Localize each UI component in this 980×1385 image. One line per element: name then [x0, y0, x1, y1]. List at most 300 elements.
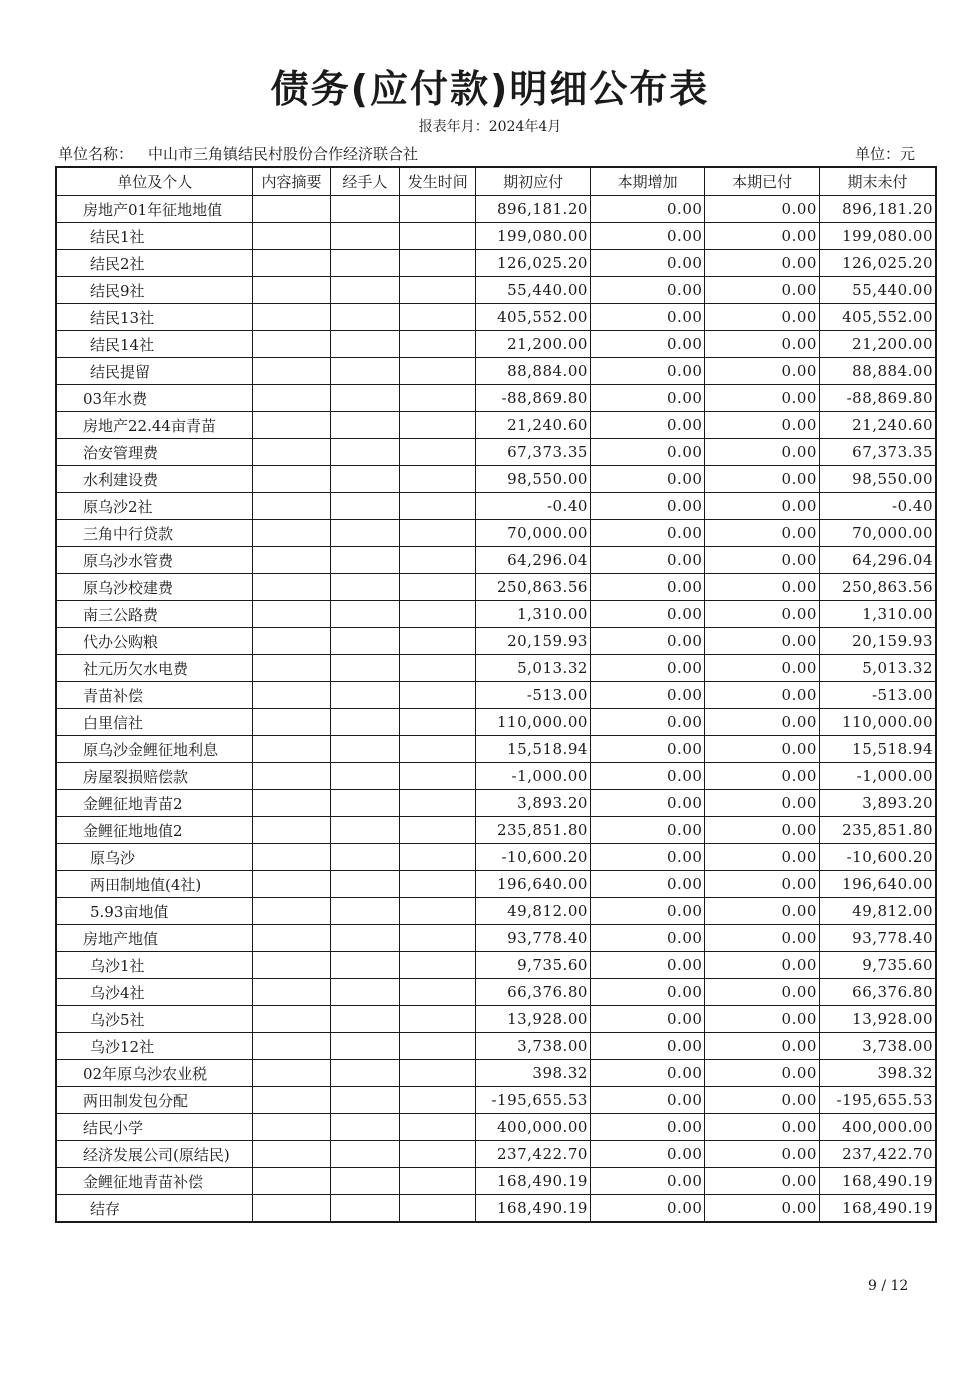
cell-closing: 55,440.00	[819, 277, 936, 304]
cell-party: 乌沙12社	[56, 1033, 253, 1060]
cell-paid: 0.00	[705, 925, 820, 952]
cell-party: 5.93亩地值	[56, 898, 253, 925]
cell-summary	[253, 1033, 330, 1060]
cell-summary	[253, 439, 330, 466]
cell-handler	[330, 898, 399, 925]
cell-paid: 0.00	[705, 736, 820, 763]
cell-paid: 0.00	[705, 898, 820, 925]
cell-opening: -1,000.00	[476, 763, 591, 790]
cell-closing: 67,373.35	[819, 439, 936, 466]
cell-party: 乌沙5社	[56, 1006, 253, 1033]
cell-handler	[330, 574, 399, 601]
table-row	[56, 223, 936, 250]
cell-paid: 0.00	[705, 1141, 820, 1168]
cell-opening: 93,778.40	[476, 925, 591, 952]
cell-time	[400, 385, 476, 412]
cell-closing: 9,735.60	[819, 952, 936, 979]
cell-time	[400, 439, 476, 466]
cell-paid: 0.00	[705, 871, 820, 898]
cell-party: 房屋裂损赔偿款	[56, 763, 253, 790]
cell-party: 结民2社	[56, 250, 253, 277]
cell-handler	[330, 736, 399, 763]
cell-time	[400, 1114, 476, 1141]
cell-summary	[253, 763, 330, 790]
cell-closing: 199,080.00	[819, 223, 936, 250]
cell-handler	[330, 1114, 399, 1141]
cell-paid: 0.00	[705, 358, 820, 385]
cell-summary	[253, 655, 330, 682]
cell-time	[400, 790, 476, 817]
cell-time	[400, 574, 476, 601]
cell-party: 金鲤征地青苗2	[56, 790, 253, 817]
cell-increase: 0.00	[590, 1033, 705, 1060]
table-row	[56, 1114, 936, 1141]
cell-closing: 13,928.00	[819, 1006, 936, 1033]
cell-time	[400, 736, 476, 763]
table-row	[56, 844, 936, 871]
cell-paid: 0.00	[705, 466, 820, 493]
table-row	[56, 385, 936, 412]
cell-party: 结存	[56, 1195, 253, 1223]
currency-unit: 单位：元	[855, 145, 916, 163]
cell-increase: 0.00	[590, 466, 705, 493]
cell-opening: 405,552.00	[476, 304, 591, 331]
cell-party: 两田制发包分配	[56, 1087, 253, 1114]
cell-handler	[330, 547, 399, 574]
cell-opening: 66,376.80	[476, 979, 591, 1006]
table-row	[56, 925, 936, 952]
cell-time	[400, 682, 476, 709]
cell-closing: 400,000.00	[819, 1114, 936, 1141]
cell-party: 结民小学	[56, 1114, 253, 1141]
cell-closing: 3,893.20	[819, 790, 936, 817]
cell-opening: -88,869.80	[476, 385, 591, 412]
cell-closing: 126,025.20	[819, 250, 936, 277]
cell-paid: 0.00	[705, 277, 820, 304]
cell-increase: 0.00	[590, 628, 705, 655]
cell-party: 03年水费	[56, 385, 253, 412]
column-header-increase: 本期增加	[590, 167, 705, 196]
cell-closing: 168,490.19	[819, 1195, 936, 1223]
cell-time	[400, 412, 476, 439]
cell-party: 白里信社	[56, 709, 253, 736]
cell-handler	[330, 655, 399, 682]
cell-paid: 0.00	[705, 709, 820, 736]
cell-paid: 0.00	[705, 1033, 820, 1060]
table-row	[56, 1006, 936, 1033]
table-header-row	[56, 167, 936, 196]
cell-opening: 126,025.20	[476, 250, 591, 277]
cell-increase: 0.00	[590, 358, 705, 385]
cell-party: 房地产地值	[56, 925, 253, 952]
cell-summary	[253, 520, 330, 547]
cell-party: 原乌沙金鲤征地利息	[56, 736, 253, 763]
cell-increase: 0.00	[590, 1141, 705, 1168]
cell-increase: 0.00	[590, 412, 705, 439]
table-row	[56, 1087, 936, 1114]
cell-closing: 896,181.20	[819, 196, 936, 223]
cell-handler	[330, 493, 399, 520]
cell-increase: 0.00	[590, 682, 705, 709]
cell-increase: 0.00	[590, 223, 705, 250]
table-row	[56, 817, 936, 844]
cell-time	[400, 1060, 476, 1087]
cell-handler	[330, 223, 399, 250]
cell-increase: 0.00	[590, 790, 705, 817]
column-header-party: 单位及个人	[56, 167, 253, 196]
cell-party: 三角中行贷款	[56, 520, 253, 547]
cell-handler	[330, 196, 399, 223]
cell-closing: 250,863.56	[819, 574, 936, 601]
cell-opening: 398.32	[476, 1060, 591, 1087]
cell-closing: 196,640.00	[819, 871, 936, 898]
cell-closing: 405,552.00	[819, 304, 936, 331]
cell-handler	[330, 1033, 399, 1060]
cell-time	[400, 1168, 476, 1195]
cell-increase: 0.00	[590, 898, 705, 925]
cell-handler	[330, 466, 399, 493]
cell-increase: 0.00	[590, 709, 705, 736]
cell-paid: 0.00	[705, 385, 820, 412]
cell-increase: 0.00	[590, 331, 705, 358]
cell-party: 南三公路费	[56, 601, 253, 628]
cell-summary	[253, 628, 330, 655]
unit-name-label: 单位名称：	[58, 145, 134, 163]
cell-summary	[253, 466, 330, 493]
cell-summary	[253, 196, 330, 223]
cell-handler	[330, 1195, 399, 1223]
cell-summary	[253, 844, 330, 871]
cell-increase: 0.00	[590, 1114, 705, 1141]
cell-party: 结民14社	[56, 331, 253, 358]
cell-handler	[330, 1141, 399, 1168]
cell-increase: 0.00	[590, 520, 705, 547]
table-row	[56, 250, 936, 277]
cell-closing: 235,851.80	[819, 817, 936, 844]
cell-closing: -195,655.53	[819, 1087, 936, 1114]
cell-opening: 88,884.00	[476, 358, 591, 385]
cell-increase: 0.00	[590, 385, 705, 412]
cell-opening: 55,440.00	[476, 277, 591, 304]
table-row	[56, 304, 936, 331]
unit-name-value: 中山市三角镇结民村股份合作经济联合社	[148, 145, 419, 163]
cell-party: 原乌沙校建费	[56, 574, 253, 601]
cell-summary	[253, 925, 330, 952]
cell-summary	[253, 1006, 330, 1033]
cell-paid: 0.00	[705, 979, 820, 1006]
cell-summary	[253, 682, 330, 709]
cell-increase: 0.00	[590, 736, 705, 763]
table-row	[56, 736, 936, 763]
table-row	[56, 196, 936, 223]
cell-party: 房地产22.44亩青苗	[56, 412, 253, 439]
cell-paid: 0.00	[705, 1168, 820, 1195]
cell-summary	[253, 358, 330, 385]
table-row	[56, 520, 936, 547]
cell-paid: 0.00	[705, 790, 820, 817]
cell-increase: 0.00	[590, 952, 705, 979]
cell-summary	[253, 1087, 330, 1114]
table-row	[56, 574, 936, 601]
cell-closing: 21,240.60	[819, 412, 936, 439]
cell-party: 乌沙4社	[56, 979, 253, 1006]
cell-handler	[330, 331, 399, 358]
cell-opening: 70,000.00	[476, 520, 591, 547]
table-row	[56, 439, 936, 466]
cell-time	[400, 520, 476, 547]
cell-paid: 0.00	[705, 655, 820, 682]
cell-increase: 0.00	[590, 979, 705, 1006]
cell-closing: 20,159.93	[819, 628, 936, 655]
cell-party: 02年原乌沙农业税	[56, 1060, 253, 1087]
cell-opening: 9,735.60	[476, 952, 591, 979]
cell-time	[400, 709, 476, 736]
cell-party: 房地产01年征地地值	[56, 196, 253, 223]
cell-time	[400, 196, 476, 223]
cell-summary	[253, 709, 330, 736]
cell-opening: 235,851.80	[476, 817, 591, 844]
cell-paid: 0.00	[705, 817, 820, 844]
cell-handler	[330, 412, 399, 439]
cell-handler	[330, 601, 399, 628]
cell-party: 社元历欠水电费	[56, 655, 253, 682]
cell-paid: 0.00	[705, 1087, 820, 1114]
cell-handler	[330, 1168, 399, 1195]
cell-opening: 3,893.20	[476, 790, 591, 817]
cell-closing: -1,000.00	[819, 763, 936, 790]
cell-handler	[330, 628, 399, 655]
table-row	[56, 898, 936, 925]
report-date: 报表年月：2024年4月	[418, 119, 562, 135]
cell-summary	[253, 1168, 330, 1195]
table-row	[56, 601, 936, 628]
cell-opening: 5,013.32	[476, 655, 591, 682]
table-row	[56, 763, 936, 790]
cell-increase: 0.00	[590, 250, 705, 277]
cell-time	[400, 628, 476, 655]
cell-time	[400, 466, 476, 493]
cell-party: 乌沙1社	[56, 952, 253, 979]
cell-handler	[330, 250, 399, 277]
cell-handler	[330, 709, 399, 736]
cell-increase: 0.00	[590, 439, 705, 466]
table-row	[56, 412, 936, 439]
cell-summary	[253, 817, 330, 844]
cell-opening: 13,928.00	[476, 1006, 591, 1033]
cell-paid: 0.00	[705, 1060, 820, 1087]
cell-summary	[253, 1114, 330, 1141]
cell-handler	[330, 385, 399, 412]
cell-paid: 0.00	[705, 1114, 820, 1141]
cell-paid: 0.00	[705, 412, 820, 439]
debt-ledger-table	[55, 166, 937, 1223]
cell-closing: 88,884.00	[819, 358, 936, 385]
cell-summary	[253, 601, 330, 628]
cell-party: 结民13社	[56, 304, 253, 331]
cell-handler	[330, 520, 399, 547]
cell-paid: 0.00	[705, 223, 820, 250]
cell-paid: 0.00	[705, 763, 820, 790]
cell-handler	[330, 304, 399, 331]
table-row	[56, 709, 936, 736]
cell-time	[400, 250, 476, 277]
cell-opening: -0.40	[476, 493, 591, 520]
cell-time	[400, 277, 476, 304]
cell-closing: 110,000.00	[819, 709, 936, 736]
cell-handler	[330, 817, 399, 844]
cell-summary	[253, 412, 330, 439]
table-row	[56, 358, 936, 385]
cell-paid: 0.00	[705, 439, 820, 466]
cell-closing: 98,550.00	[819, 466, 936, 493]
cell-opening: 110,000.00	[476, 709, 591, 736]
table-row	[56, 1141, 936, 1168]
cell-summary	[253, 736, 330, 763]
cell-time	[400, 223, 476, 250]
cell-time	[400, 817, 476, 844]
cell-opening: 64,296.04	[476, 547, 591, 574]
column-header-opening: 期初应付	[476, 167, 591, 196]
cell-time	[400, 493, 476, 520]
cell-handler	[330, 844, 399, 871]
cell-time	[400, 358, 476, 385]
cell-handler	[330, 952, 399, 979]
cell-time	[400, 979, 476, 1006]
cell-handler	[330, 1060, 399, 1087]
cell-closing: -10,600.20	[819, 844, 936, 871]
cell-party: 两田制地值(4社)	[56, 871, 253, 898]
cell-opening: 896,181.20	[476, 196, 591, 223]
cell-opening: 1,310.00	[476, 601, 591, 628]
cell-closing: 237,422.70	[819, 1141, 936, 1168]
cell-handler	[330, 790, 399, 817]
cell-paid: 0.00	[705, 601, 820, 628]
cell-increase: 0.00	[590, 925, 705, 952]
cell-increase: 0.00	[590, 763, 705, 790]
cell-opening: -513.00	[476, 682, 591, 709]
cell-time	[400, 1033, 476, 1060]
table-row	[56, 628, 936, 655]
cell-increase: 0.00	[590, 196, 705, 223]
cell-summary	[253, 331, 330, 358]
table-body	[56, 196, 936, 1223]
cell-handler	[330, 763, 399, 790]
cell-handler	[330, 979, 399, 1006]
cell-closing: 93,778.40	[819, 925, 936, 952]
cell-summary	[253, 250, 330, 277]
cell-opening: 400,000.00	[476, 1114, 591, 1141]
cell-increase: 0.00	[590, 304, 705, 331]
cell-closing: 70,000.00	[819, 520, 936, 547]
cell-opening: 168,490.19	[476, 1168, 591, 1195]
cell-closing: 168,490.19	[819, 1168, 936, 1195]
cell-paid: 0.00	[705, 493, 820, 520]
cell-party: 结民1社	[56, 223, 253, 250]
cell-closing: -513.00	[819, 682, 936, 709]
cell-party: 代办公购粮	[56, 628, 253, 655]
cell-paid: 0.00	[705, 196, 820, 223]
table-row	[56, 331, 936, 358]
cell-party: 治安管理费	[56, 439, 253, 466]
cell-closing: 66,376.80	[819, 979, 936, 1006]
cell-summary	[253, 547, 330, 574]
column-header-paid: 本期已付	[705, 167, 820, 196]
cell-summary	[253, 385, 330, 412]
cell-increase: 0.00	[590, 277, 705, 304]
cell-closing: 64,296.04	[819, 547, 936, 574]
cell-paid: 0.00	[705, 1006, 820, 1033]
cell-handler	[330, 358, 399, 385]
cell-time	[400, 1141, 476, 1168]
cell-paid: 0.00	[705, 520, 820, 547]
table-row	[56, 682, 936, 709]
column-header-summary: 内容摘要	[253, 167, 330, 196]
cell-increase: 0.00	[590, 844, 705, 871]
cell-summary	[253, 223, 330, 250]
cell-opening: 3,738.00	[476, 1033, 591, 1060]
cell-time	[400, 1195, 476, 1223]
cell-time	[400, 304, 476, 331]
cell-paid: 0.00	[705, 574, 820, 601]
cell-time	[400, 844, 476, 871]
table-row	[56, 952, 936, 979]
cell-summary	[253, 304, 330, 331]
cell-paid: 0.00	[705, 331, 820, 358]
table-row	[56, 1033, 936, 1060]
cell-opening: 67,373.35	[476, 439, 591, 466]
page-number: 9 / 12	[868, 1278, 909, 1294]
cell-increase: 0.00	[590, 493, 705, 520]
cell-summary	[253, 1195, 330, 1223]
cell-increase: 0.00	[590, 655, 705, 682]
cell-time	[400, 1087, 476, 1114]
cell-handler	[330, 1006, 399, 1033]
cell-party: 经济发展公司(原结民)	[56, 1141, 253, 1168]
column-header-time: 发生时间	[400, 167, 476, 196]
cell-opening: -195,655.53	[476, 1087, 591, 1114]
cell-closing: -88,869.80	[819, 385, 936, 412]
cell-summary	[253, 979, 330, 1006]
cell-party: 结民9社	[56, 277, 253, 304]
table-row	[56, 466, 936, 493]
cell-opening: 15,518.94	[476, 736, 591, 763]
table-row	[56, 493, 936, 520]
cell-opening: 20,159.93	[476, 628, 591, 655]
cell-time	[400, 952, 476, 979]
cell-summary	[253, 1141, 330, 1168]
cell-time	[400, 871, 476, 898]
cell-closing: 398.32	[819, 1060, 936, 1087]
cell-opening: 237,422.70	[476, 1141, 591, 1168]
cell-time	[400, 547, 476, 574]
cell-summary	[253, 952, 330, 979]
cell-time	[400, 1006, 476, 1033]
cell-closing: 21,200.00	[819, 331, 936, 358]
table-row	[56, 871, 936, 898]
page-title: 债务(应付款)明细公布表	[270, 67, 710, 111]
cell-time	[400, 601, 476, 628]
cell-paid: 0.00	[705, 547, 820, 574]
cell-increase: 0.00	[590, 817, 705, 844]
table-row	[56, 979, 936, 1006]
cell-party: 金鲤征地青苗补偿	[56, 1168, 253, 1195]
table-row	[56, 1168, 936, 1195]
cell-handler	[330, 682, 399, 709]
cell-handler	[330, 439, 399, 466]
column-header-closing: 期末未付	[819, 167, 936, 196]
cell-time	[400, 655, 476, 682]
cell-summary	[253, 898, 330, 925]
